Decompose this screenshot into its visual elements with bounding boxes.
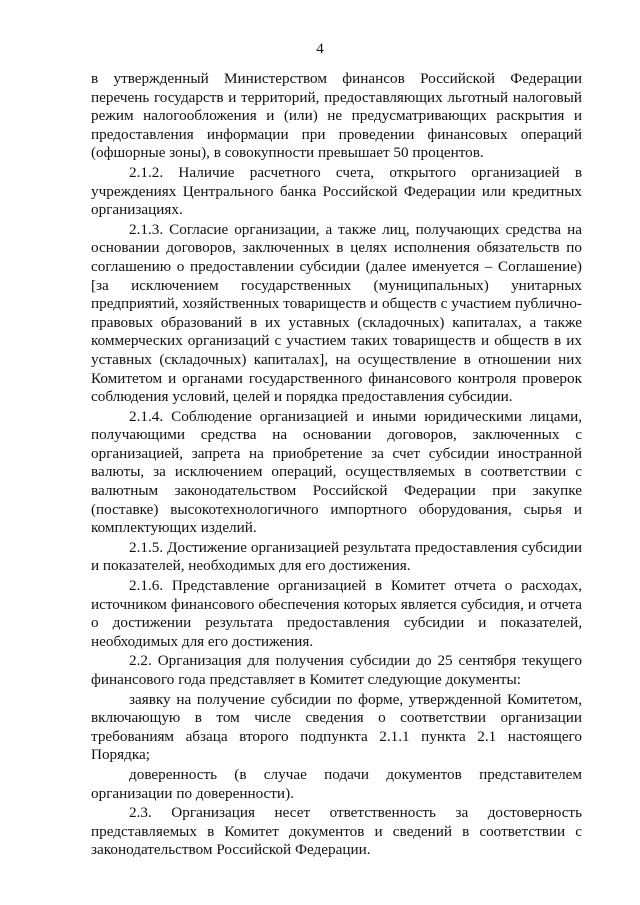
paragraph-2-1-2: 2.1.2. Наличие расчетного счета, открытого организацией в учреждениях Центрального банка Российской Федерации или кредитных организациях. bbox=[91, 163, 582, 219]
paragraph-2-1-6: 2.1.6. Представление организацией в Комитет отчета о расходах, источником финансового обеспечения которых является субсидия, и отчета о достижении результата предоставления субсидии и показателей, необходимых для его достижения. bbox=[91, 577, 582, 650]
paragraph-2-1-4: 2.1.4. Соблюдение организацией и иными юридическими лицами, получающими средства на основании договоров, заключенных с организацией, запрета на приобретение за счет субсидии иностранной валюты, за исключением операций, осуществляемых в соответствии с валютным законодательством Российской Федерации при закупке (поставке) высокотехнологичного импортного оборудования, сырья и комплектующих изделий. bbox=[91, 407, 582, 537]
paragraph-2-1-5: 2.1.5. Достижение организацией результата предоставления субсидии и показателей, необходимых для его достижения. bbox=[91, 538, 582, 575]
page-number: 4 bbox=[316, 41, 324, 57]
paragraph-2-1-3: 2.1.3. Согласие организации, а также лиц, получающих средства на основании договоров, заключенных в целях исполнения обязательств по соглашению о предоставлении субсидии (далее именуется – Соглашение) [за исключением государственных (муниципальных) унитарных предприятий, хозяйственных товариществ и обществ с участием публично-правовых образований в их уставных (складочных) капиталах, а также коммерческих организаций с участием таких товариществ и обществ в их уставных (складочных) капиталах], на осуществление в отношении них Комитетом и органами государственного финансового контроля проверок соблюдения условий, целей и порядка предоставления субсидии. bbox=[91, 220, 582, 406]
paragraph-application-item: заявку на получение субсидии по форме, утвержденной Комитетом, включающую в том числе сведения о соответствии организации требованиям абзаца второго подпункта 2.1.1 пункта 2.1 настоящего Порядка; bbox=[91, 690, 582, 764]
paragraph-continuation: в утвержденный Министерством финансов Российской Федерации перечень государств и территорий, предоставляющих льготный налоговый режим налогообложения и (или) не предусматривающих раскрытия и предоставления информации при проведении финансовых операций (офшорные зоны), в совокупности превышает 50 процентов. bbox=[91, 70, 582, 162]
paragraph-power-of-attorney-item: доверенность (в случае подачи документов представителем организации по доверенности). bbox=[91, 765, 582, 802]
paragraph-2-2: 2.2. Организация для получения субсидии до 25 сентября текущего финансового года представляет в Комитет следующие документы: bbox=[91, 652, 582, 688]
paragraph-2-3: 2.3. Организация несет ответственность за достоверность представляемых в Комитет документов и сведений в соответствии с законодательством Российской Федерации. bbox=[91, 804, 582, 859]
document-body bbox=[91, 70, 582, 860]
